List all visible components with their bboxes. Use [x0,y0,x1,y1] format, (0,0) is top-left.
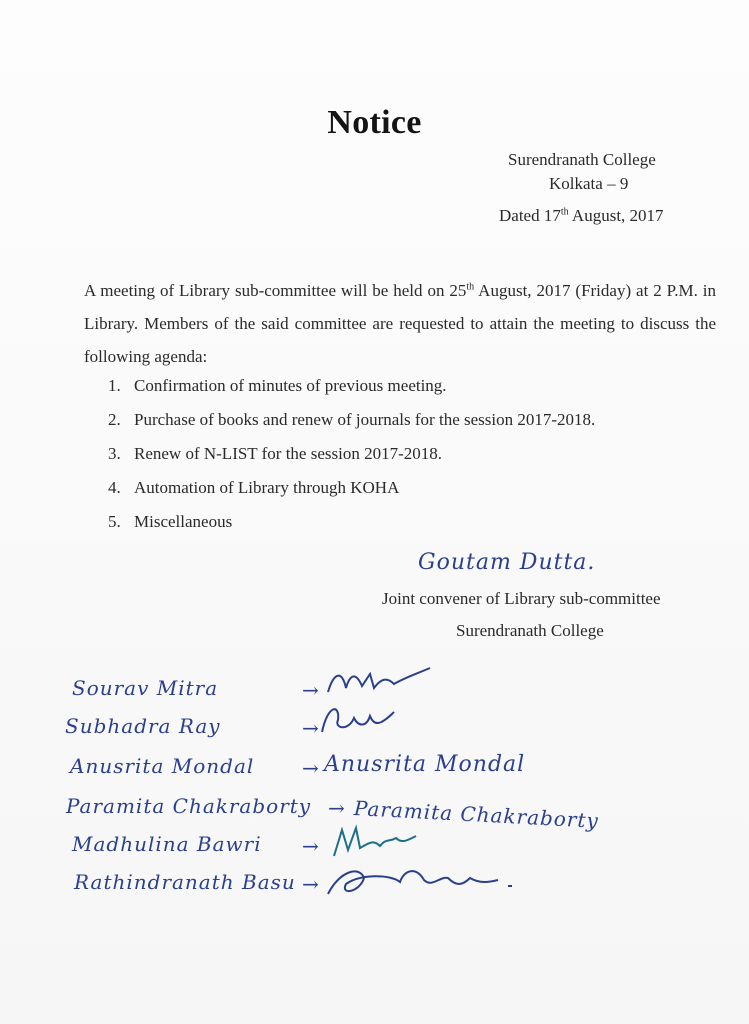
arrow-icon: → [302,756,320,780]
member-name: Madhulina Bawri [72,832,262,856]
agenda-text: Purchase of books and renew of journals for the session 2017-2018. [134,410,596,429]
member-name: Paramita Chakraborty [66,794,312,818]
agenda-item [108,376,595,410]
agenda-number: 2. [108,410,121,429]
college-city: Kolkata – 9 [549,174,629,193]
paragraph-part-b: August, 2017 (Friday) at 2 P.M. in Library. Members of the said committee are requested to attain the meeting to discuss the following agenda: [84,281,717,366]
member-name: Sourav Mitra [72,676,219,700]
arrow-icon: → [302,834,320,858]
agenda-number: 5. [108,512,121,531]
member-signature-scribble [318,698,398,738]
agenda-item [108,478,595,512]
arrow-icon: → [302,678,320,702]
member-signature: Anusrita Mondal [324,752,526,777]
convener-role: Joint convener of Library sub-committee [382,589,661,608]
member-name: Anusrita Mondal [70,754,255,778]
member-signature: Paramita Chakraborty [353,796,600,833]
agenda-item [108,444,595,478]
paragraph-part-a: A meeting of Library sub-committee will be held on 25 [84,281,467,300]
notice-date [499,206,664,226]
agenda-text: Miscellaneous [134,512,233,531]
agenda-text: Renew of N-LIST for the session 2017-2018. [134,444,443,463]
member-signature-scribble [324,662,434,702]
college-name: Surendranath College [508,150,656,169]
member-signature-scribble [320,856,520,906]
member-name: Rathindranath Basu [74,870,296,894]
date-suffix: August, 2017 [568,206,664,225]
agenda-list [108,376,595,546]
agenda-item [108,410,595,444]
arrow-icon: → [302,716,320,740]
paragraph-ordinal: th [466,281,475,293]
agenda-number: 1. [108,376,121,395]
agenda-text: Automation of Library through KOHA [134,478,400,497]
notice-title: Notice [327,104,422,141]
date-ordinal: th [560,206,569,218]
member-name: Subhadra Ray [65,714,221,738]
arrow-icon: → [302,872,320,896]
agenda-item [108,512,595,546]
convener-college: Surendranath College [456,621,604,640]
agenda-number: 4. [108,478,121,497]
convener-signature: Goutam Dutta. [418,550,596,575]
meeting-paragraph [84,274,716,373]
agenda-number: 3. [108,444,121,463]
date-prefix: Dated 17 [499,206,561,225]
agenda-text: Confirmation of minutes of previous meeting. [134,376,447,395]
arrow-icon: → [328,796,346,820]
